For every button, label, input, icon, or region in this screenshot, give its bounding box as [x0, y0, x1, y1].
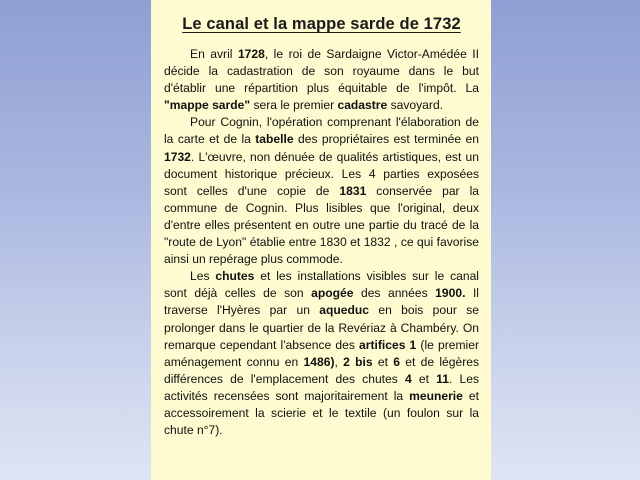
- paragraph-3: [164, 268, 479, 439]
- bold-term: 1486): [303, 354, 335, 369]
- bold-term: apogée: [311, 286, 354, 301]
- text-run: . Les activités recensées sont majoritairement la: [164, 371, 479, 403]
- document-body: [164, 46, 479, 439]
- bold-term: 4: [404, 371, 412, 386]
- text-run: et: [411, 371, 437, 386]
- bold-term: 1831: [339, 183, 367, 198]
- bold-term: 1728: [237, 47, 265, 61]
- text-run: Pour Cognin, l'opération comprenant l'élaboration de la carte et de la: [164, 115, 479, 147]
- text-run: savoyard.: [387, 98, 444, 113]
- text-run: Il traverse l'Hyères par un: [164, 286, 479, 318]
- bold-term: "mappe sarde": [164, 98, 251, 113]
- bold-term: chutes: [215, 269, 255, 284]
- bold-term: meunerie: [409, 388, 463, 403]
- paragraph-1: [164, 46, 479, 114]
- text-run: et de légères différences de l'emplacement des chutes: [164, 354, 480, 386]
- text-run: conservée par la commune de Cognin. Plus lisibles que l'original, deux d'entre elles présentent en outre une partie du tracé de la "route de Lyon" établie entre 1830 et 1832 , ce qui favorise ainsi un repérage plus commode.: [164, 183, 480, 267]
- bold-term: artifices 1: [359, 337, 417, 352]
- bold-term: 1732: [164, 149, 191, 164]
- bold-term: aqueduc: [319, 303, 370, 318]
- text-run: en bois pour se prolonger dans le quartier de la Revériaz à Chambéry. On remarque cependant l'absence des: [164, 303, 479, 352]
- text-run: En avril: [190, 47, 238, 61]
- text-run: et: [372, 354, 394, 369]
- text-run: sera le premier: [250, 98, 338, 113]
- text-run: et les installations visibles sur le canal sont déjà celles de son: [164, 269, 479, 301]
- document-panel: [151, 0, 491, 480]
- bold-term: 2 bis: [343, 354, 373, 369]
- bold-term: 11: [436, 371, 449, 386]
- text-run: (le premier aménagement connu en: [164, 337, 479, 369]
- text-run: des propriétaires est terminée en: [293, 132, 479, 147]
- text-run: des années: [353, 286, 436, 301]
- text-run: . L'œuvre, non dénuée de qualités artistiques, est un document historique précieux. Les 4 parties exposées sont celles d'une copie de: [164, 149, 479, 198]
- paragraph-2: [164, 114, 479, 268]
- bold-term: 6: [393, 354, 400, 369]
- text-run: et accessoirement la scierie et le textile (un foulon sur la chute n°7).: [164, 388, 479, 438]
- text-run: Les: [190, 269, 216, 284]
- page-title: Le canal et la mappe sarde de 1732: [182, 15, 461, 33]
- bold-term: 1900.: [435, 286, 466, 301]
- text-run: , le roi de Sardaigne Victor-Amédée II décide la cadastration de son royaume dans le but d'établir une répartition plus équitable de l'impôt. La: [164, 47, 480, 96]
- bold-term: tabelle: [255, 132, 294, 147]
- bold-term: cadastre: [337, 98, 388, 113]
- text-run: ,: [334, 354, 344, 369]
